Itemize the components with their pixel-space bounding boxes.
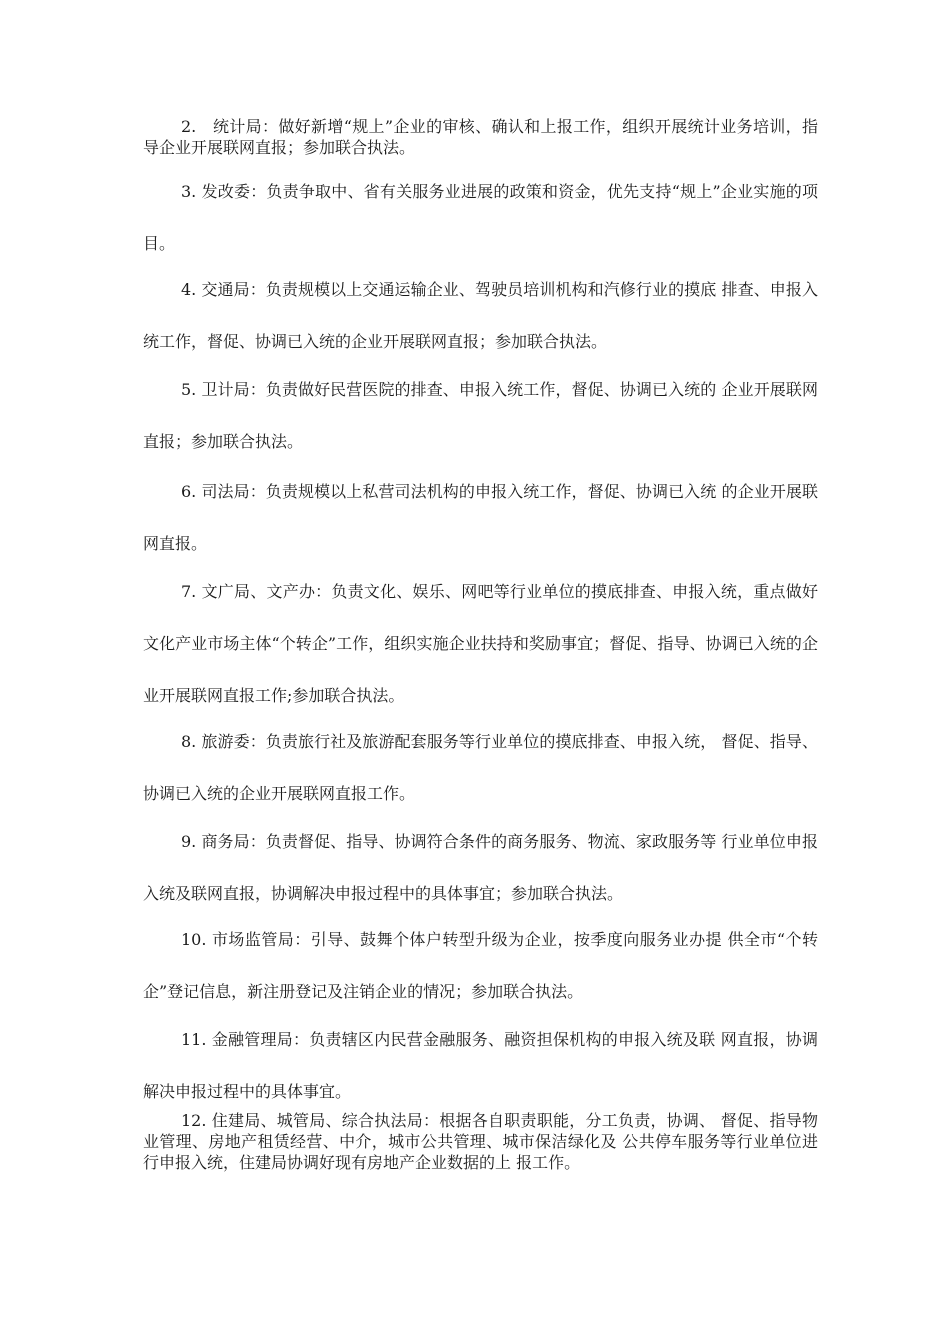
paragraph-finance-bureau: 11. 金融管理局：负责辖区内民营金融服务、融资担保机构的申报入统及联 网直报，协调解决申报过程中的具体事宜。	[143, 1030, 818, 1101]
paragraph-construction-bureau: 12. 住建局、城管局、综合执法局：根据各自职责职能，分工负责，协调、 督促、指导物业管理、房地产租赁经营、中介，城市公共管理、城市保洁绿化及 公共停车服务等行业单位进行申报入统，住建局协调好现有房地产企业数据的上 报工作。	[143, 1111, 818, 1172]
paragraph-statistics-bureau: 2. 统计局：做好新增“规上”企业的审核、确认和上报工作，组织开展统计业务培训，指导企业开展联网直报；参加联合执法。	[143, 117, 818, 157]
paragraph-health-bureau: 5. 卫计局：负责做好民营医院的排查、申报入统工作，督促、协调已入统的 企业开展联网直报；参加联合执法。	[143, 380, 818, 451]
paragraph-development-reform-commission: 3. 发改委：负责争取中、省有关服务业进展的政策和资金，优先支持“规上”企业实施的项目。	[143, 182, 818, 253]
paragraph-transport-bureau: 4. 交通局：负责规模以上交通运输企业、驾驶员培训机构和汽修行业的摸底 排查、申报入统工作，督促、协调已入统的企业开展联网直报；参加联合执法。	[143, 280, 818, 351]
paragraph-market-regulation-bureau: 10. 市场监管局：引导、鼓舞个体户转型升级为企业，按季度向服务业办提 供全市“个转企”登记信息，新注册登记及注销企业的情况；参加联合执法。	[143, 930, 818, 1001]
paragraph-justice-bureau: 6. 司法局：负责规模以上私营司法机构的申报入统工作，督促、协调已入统 的企业开展联网直报。	[143, 482, 818, 553]
paragraph-culture-bureau: 7. 文广局、文产办：负责文化、娱乐、网吧等行业单位的摸底排查、申报入统，重点做好文化产业市场主体“个转企”工作，组织实施企业扶持和奖励事宜；督促、指导、协调已入统的企业开展联网直报工作;参加联合执法。	[143, 582, 818, 705]
paragraph-commerce-bureau: 9. 商务局：负责督促、指导、协调符合条件的商务服务、物流、家政服务等 行业单位申报入统及联网直报，协调解决申报过程中的具体事宜；参加联合执法。	[143, 832, 818, 903]
paragraph-tourism-commission: 8. 旅游委：负责旅行社及旅游配套服务等行业单位的摸底排查、申报入统， 督促、指导、协调已入统的企业开展联网直报工作。	[143, 732, 818, 803]
